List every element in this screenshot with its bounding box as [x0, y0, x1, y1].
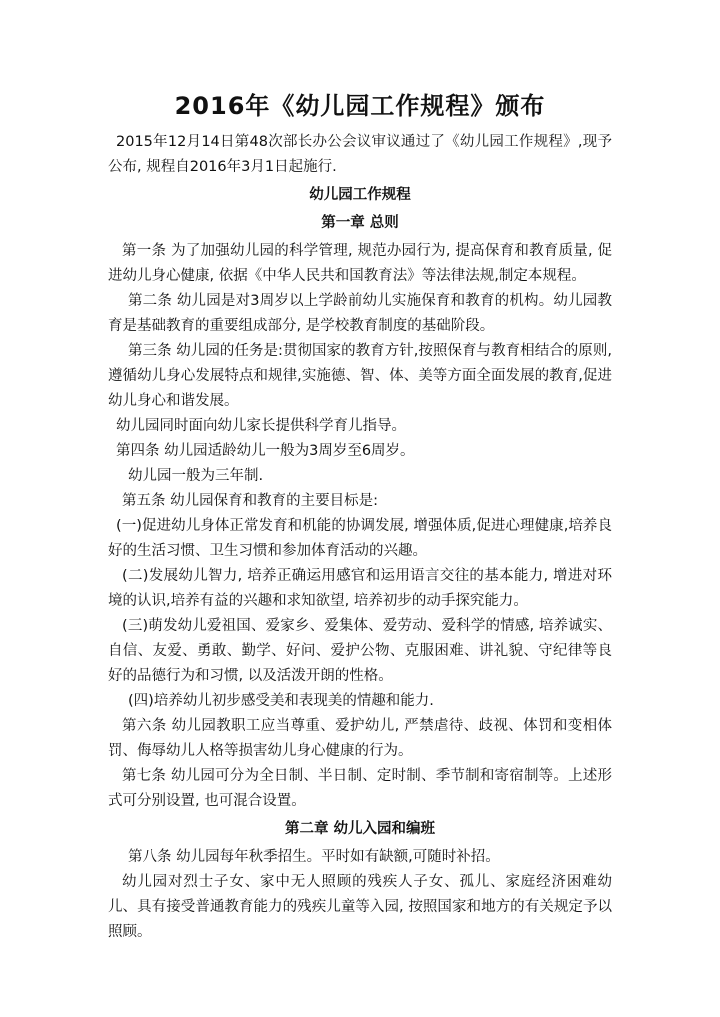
article-6: 第六条 幼儿园教职工应当尊重、爱护幼儿, 严禁虐待、歧视、体罚和变相体罚、侮辱幼儿人格等损害幼儿身心健康的行为。	[108, 718, 612, 759]
article-1: 第一条 为了加强幼儿园的科学管理, 规范办园行为, 提高保育和教育质量, 促进幼儿身心健康, 依据《中华人民共和国教育法》等法律法规,制定本规程。	[108, 243, 612, 284]
article-8: 第八条 幼儿园每年秋季招生。平时如有缺额,可随时补招。	[128, 849, 500, 865]
goal-2: (二)发展幼儿智力, 培养正确运用感官和运用语言交往的基本能力, 增进对环境的认识,培养有益的兴趣和求知欲望, 培养初步的动手探究能力。	[108, 568, 612, 609]
goal-4: (四)培养幼儿初步感受美和表现美的情趣和能力.	[128, 693, 434, 709]
goal-3: (三)萌发幼儿爱祖国、爱家乡、爱集体、爱劳动、爱科学的情感, 培养诚实、自信、友爱、勇敢、勤学、好问、爱护公物、克服困难、讲礼貌、守纪律等良好的品德行为和习惯, 以及活泼开朗的性格。	[108, 618, 612, 684]
article-5: 第五条 幼儿园保育和教育的主要目标是:	[122, 493, 378, 509]
chapter-1-heading: 第一章 总则	[321, 215, 399, 231]
article-4-supplement: 幼儿园一般为三年制.	[128, 468, 264, 484]
regulation-title: 幼儿园工作规程	[309, 187, 411, 203]
goal-1: (一)促进幼儿身体正常发育和机能的协调发展, 增强体质,促进心理健康,培养良好的生活习惯、卫生习惯和参加体育活动的兴趣。	[108, 518, 612, 559]
document-title: 2016年《幼儿园工作规程》颁布	[174, 92, 546, 120]
article-4: 第四条 幼儿园适龄幼儿一般为3周岁至6周岁。	[116, 443, 415, 459]
article-3: 第三条 幼儿园的任务是:贯彻国家的教育方针,按照保育与教育相结合的原则, 遵循幼儿身心发展特点和规律,实施德、智、体、美等方面全面发展的教育,促进幼儿身心和谐发展。	[108, 343, 612, 409]
article-8-supplement: 幼儿园对烈士子女、家中无人照顾的残疾人子女、孤儿、家庭经济困难幼儿、具有接受普通教育能力的残疾儿童等入园, 按照国家和地方的有关规定予以照顾。	[108, 874, 612, 940]
chapter-2-heading: 第二章 幼儿入园和编班	[284, 821, 436, 837]
intro-paragraph: 2015年12月14日第48次部长办公会议审议通过了《幼儿园工作规程》,现予公布, 规程自2016年3月1日起施行.	[108, 134, 612, 175]
article-3-supplement: 幼儿园同时面向幼儿家长提供科学育儿指导。	[116, 418, 406, 434]
article-7: 第七条 幼儿园可分为全日制、半日制、定时制、季节制和寄宿制等。上述形式可分别设置, 也可混合设置。	[108, 768, 612, 809]
article-2: 第二条 幼儿园是对3周岁以上学龄前幼儿实施保育和教育的机构。幼儿园教育是基础教育的重要组成部分, 是学校教育制度的基础阶段。	[108, 293, 612, 334]
